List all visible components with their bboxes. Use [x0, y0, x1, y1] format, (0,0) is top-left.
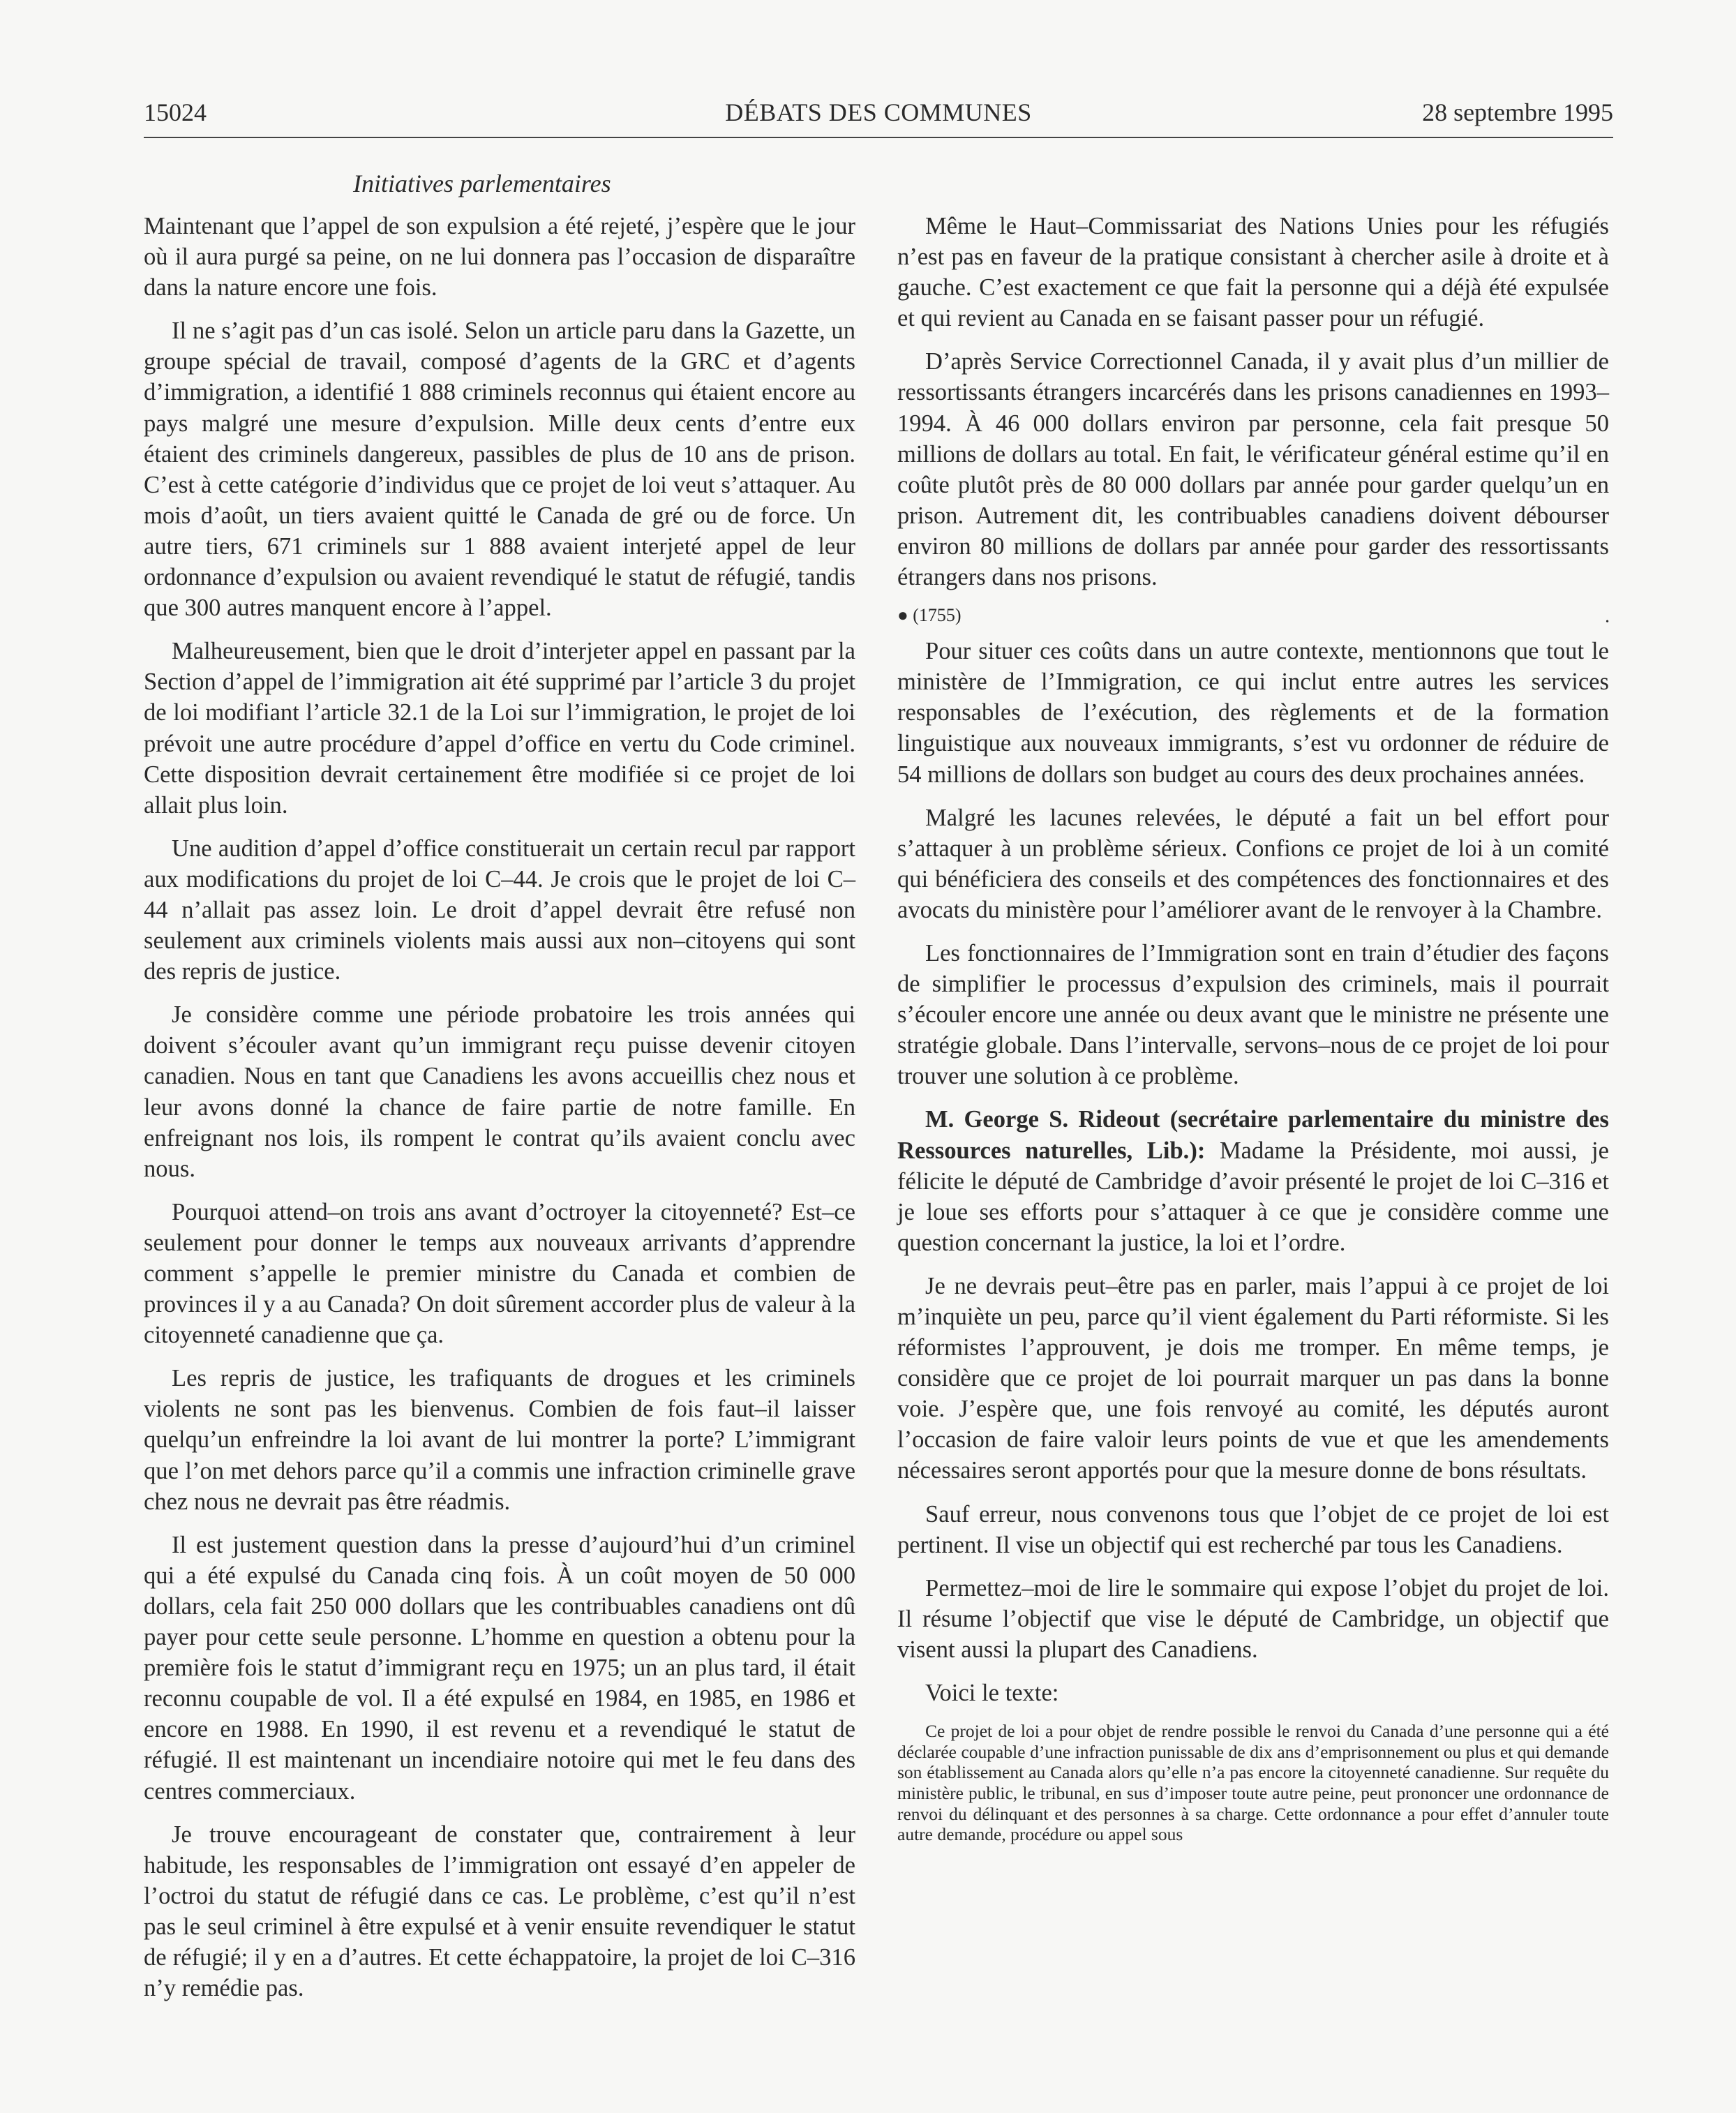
paragraph: Il est justement question dans la presse d’aujourd’hui d’un criminel qui a été expulsé du Canada cinq fois. À un coût moyen de 50 000 dollars, cela fait 250 000 dollars que les contribuables canadiens ont dû payer pour cette seule personne. L’homme en question a obtenu pour la première fois le statut d’immigrant reçu en 1975; un an plus tard, il était reconnu coupable de vol. Il a été expulsé en 1984, en 1985, en 1986 et encore en 1988. En 1990, il est revenu et a revendiqué le statut de réfugié. Il est maintenant un incendiaire notoire qui met le feu dans des centres commerciaux.	[144, 1531, 855, 1805]
paragraph: Je ne devrais peut–être pas en parler, mais l’appui à ce projet de loi m’inquiète un peu, parce qu’il vient également du Parti réformiste. Si les réformistes l’approuvent, je dois me tromper. En même temps, je considère que ce projet de loi pourrait marquer un pas dans la bonne voie. J’espère que, une fois renvoyé au comité, les députés auront l’occasion de faire valoir leurs points de vue et que les amendements nécessaires seront apportés pour que la mesure donne de bons résultats.	[897, 1272, 1609, 1484]
page-number: 15024	[144, 98, 207, 126]
paragraph: Même le Haut–Commissariat des Nations Unies pour les réfugiés n’est pas en faveur de la pratique consistant à chercher asile à droite et à gauche. C’est exactement ce que fait la personne qui a déjà été expulsée et qui revient au Canada en se faisant passer pour un réfugié.	[897, 213, 1609, 332]
paragraph: Il ne s’agit pas d’un cas isolé. Selon un article paru dans la Gazette, un groupe spécial de travail, composé d’agents de la GRC et d’agents d’immigration, a identifié 1 888 criminels reconnus qui étaient encore au pays malgré une mesure d’expulsion. Mille deux cents d’entre eux étaient des criminels dangereux, passibles de plus de 10 ans de prison. C’est à cette catégorie d’individus que ce projet de loi veut s’attaquer. Au mois d’août, un tiers avaient quitté le Canada de gré ou de force. Un autre tiers, 671 criminels sur 1 888 avaient interjeté appel de leur ordonnance d’expulsion ou avaient revendiqué le statut de réfugié, tandis que 300 autres manquent encore à l’appel.	[144, 318, 855, 622]
page-header	[144, 98, 1613, 138]
publication-title: DÉBATS DES COMMUNES	[725, 98, 1032, 126]
paragraph: Une audition d’appel d’office constituerait un certain recul par rapport aux modifications du projet de loi C–44. Je crois que le projet de loi C–44 n’allait pas assez loin. Le droit d’appel devrait être refusé non seulement aux criminels violents mais aussi aux non–citoyens qui sont des repris de justice.	[144, 835, 855, 985]
paragraph: Malheureusement, bien que le droit d’interjeter appel en passant par la Section d’appel de l’immigration ait été supprimé par l’article 3 du projet de loi modifiant l’article 32.1 de la Loi sur l’immigration, le projet de loi prévoit une autre procédure d’appel d’office en vertu du Code criminel. Cette disposition devrait certainement être modifiée si ce projet de loi allait plus loin.	[144, 638, 855, 819]
speaker-paragraph	[897, 1104, 1609, 1257]
section-title: Initiatives parlementaires	[353, 170, 611, 197]
paragraph: Pour situer ces coûts dans un autre contexte, mentionnons que tout le ministère de l’Immigration, ce qui inclut entre autres les services responsables de l’exécution, des règlements et de la formation linguistique aux nouveaux immigrants, s’est vu ordonner de réduire de 54 millions de dollars son budget au cours des deux prochaines années.	[897, 638, 1609, 788]
paragraph: D’après Service Correctionnel Canada, il y avait plus d’un millier de ressortissants étrangers incarcérés dans les prisons canadiennes en 1993–1994. À 46 000 dollars environ par personne, cela fait presque 50 millions de dollars au total. En fait, le vérificateur général estime qu’il en coûte plutôt près de 80 000 dollars par année pour garder quelqu’un en prison. Autrement dit, les contribuables canadiens doivent débourser environ 80 millions de dollars par année pour garder des ressortissants étrangers dans nos prisons.	[897, 348, 1609, 591]
speaker-text: Madame la Présidente, moi aussi, je félicite le député de Cambridge d’avoir présenté le projet de loi C–316 et je loue ses efforts pour s’attaquer à ce que je considère comme une question concernant la justice, la loi et l’ordre.	[897, 1137, 1609, 1256]
page-date: 28 septembre 1995	[1422, 98, 1613, 126]
paragraph: Sauf erreur, nous convenons tous que l’objet de ce projet de loi est pertinent. Il vise un objectif qui est recherché par tous les Canadiens.	[897, 1500, 1609, 1558]
quote-intro: Voici le texte:	[925, 1680, 1059, 1707]
time-marker	[897, 605, 1609, 626]
left-column	[144, 211, 855, 2016]
speaker-name: M. George S. Rideout (secrétaire parlementaire du ministre des Ressources naturelles, Lib.):	[897, 1106, 1609, 1164]
paragraph: Maintenant que l’appel de son expulsion a été rejeté, j’espère que le jour où il aura purgé sa peine, on ne lui donnera pas l’occasion de disparaître dans la nature encore une fois.	[144, 213, 855, 301]
paragraph: Permettez–moi de lire le sommaire qui expose l’objet du projet de loi. Il résume l’objectif que vise le député de Cambridge, un objectif que visent aussi la plupart des Canadiens.	[897, 1574, 1609, 1663]
right-column	[897, 211, 1609, 1858]
stray-mark: •	[1606, 617, 1609, 628]
paragraph: Malgré les lacunes relevées, le député a fait un bel effort pour s’attaquer à un problème sérieux. Confions ce projet de loi à un comité qui bénéficiera des conseils et des compétences des fonctionnaires et des avocats du ministère pour l’améliorer avant de le renvoyer à la Chambre.	[897, 804, 1609, 923]
paragraph: Pourquoi attend–on trois ans avant d’octroyer la citoyenneté? Est–ce seulement pour donner le temps aux nouveaux arrivants d’apprendre comment s’appelle le premier ministre du Canada et combien de provinces il y a au Canada? On doit sûrement accorder plus de valeur à la citoyenneté canadienne que ça.	[144, 1198, 855, 1349]
time-stamp: (1755)	[913, 605, 961, 626]
bill-summary-quote: Ce projet de loi a pour objet de rendre possible le renvoi du Canada d’une personne qui a été déclarée coupable d’une infraction punissable de dix ans d’emprisonnement ou plus et qui demande son établissement au Canada alors qu’elle n’a pas encore la citoyenneté canadienne. Sur requête du ministère public, le tribunal, en sus d’imposer toute autre peine, peut prononcer une ordonnance de renvoi du délinquant et des personnes à sa charge. Cette ordonnance a pour effet d’annuler toute autre demande, procédure ou appel sous	[897, 1721, 1609, 1845]
paragraph: Les repris de justice, les trafiquants de drogues et les criminels violents ne sont pas les bienvenus. Combien de fois faut–il laisser quelqu’un enfreindre la loi avant de lui montrer la porte? L’immigrant que l’on met dehors parce qu’il a commis une infraction criminelle grave chez nous ne devrait pas être réadmis.	[144, 1365, 855, 1515]
paragraph: Les fonctionnaires de l’Immigration sont en train d’étudier des façons de simplifier le processus d’expulsion des criminels, mais il pourrait s’écouler encore une année ou deux avant que le ministre ne présente une stratégie globale. Dans l’intervalle, servons–nous de ce projet de loi pour trouver une solution à ce problème.	[897, 939, 1609, 1090]
paragraph: Je trouve encourageant de constater que, contrairement à leur habitude, les responsables de l’immigration ont essayé d’en appeler de l’octroi du statut de réfugié dans ce cas. Le problème, c’est qu’il n’est pas le seul criminel à être expulsé et à venir ensuite revendiquer le statut de réfugié; il y en a d’autres. Et cette échappatoire, la projet de loi C–316 n’y remédie pas.	[144, 1821, 855, 2002]
paragraph: Je considère comme une période probatoire les trois années qui doivent s’écouler avant qu’un immigrant reçu puisse devenir citoyen canadien. Nous en tant que Canadiens les avons accueillis chez nous et leur avons donné la chance de faire partie de notre famille. En enfreignant nos lois, ils rompent le contrat qu’ils avaient conclu avec nous.	[144, 1001, 855, 1182]
bullet-icon: ●	[897, 605, 908, 626]
